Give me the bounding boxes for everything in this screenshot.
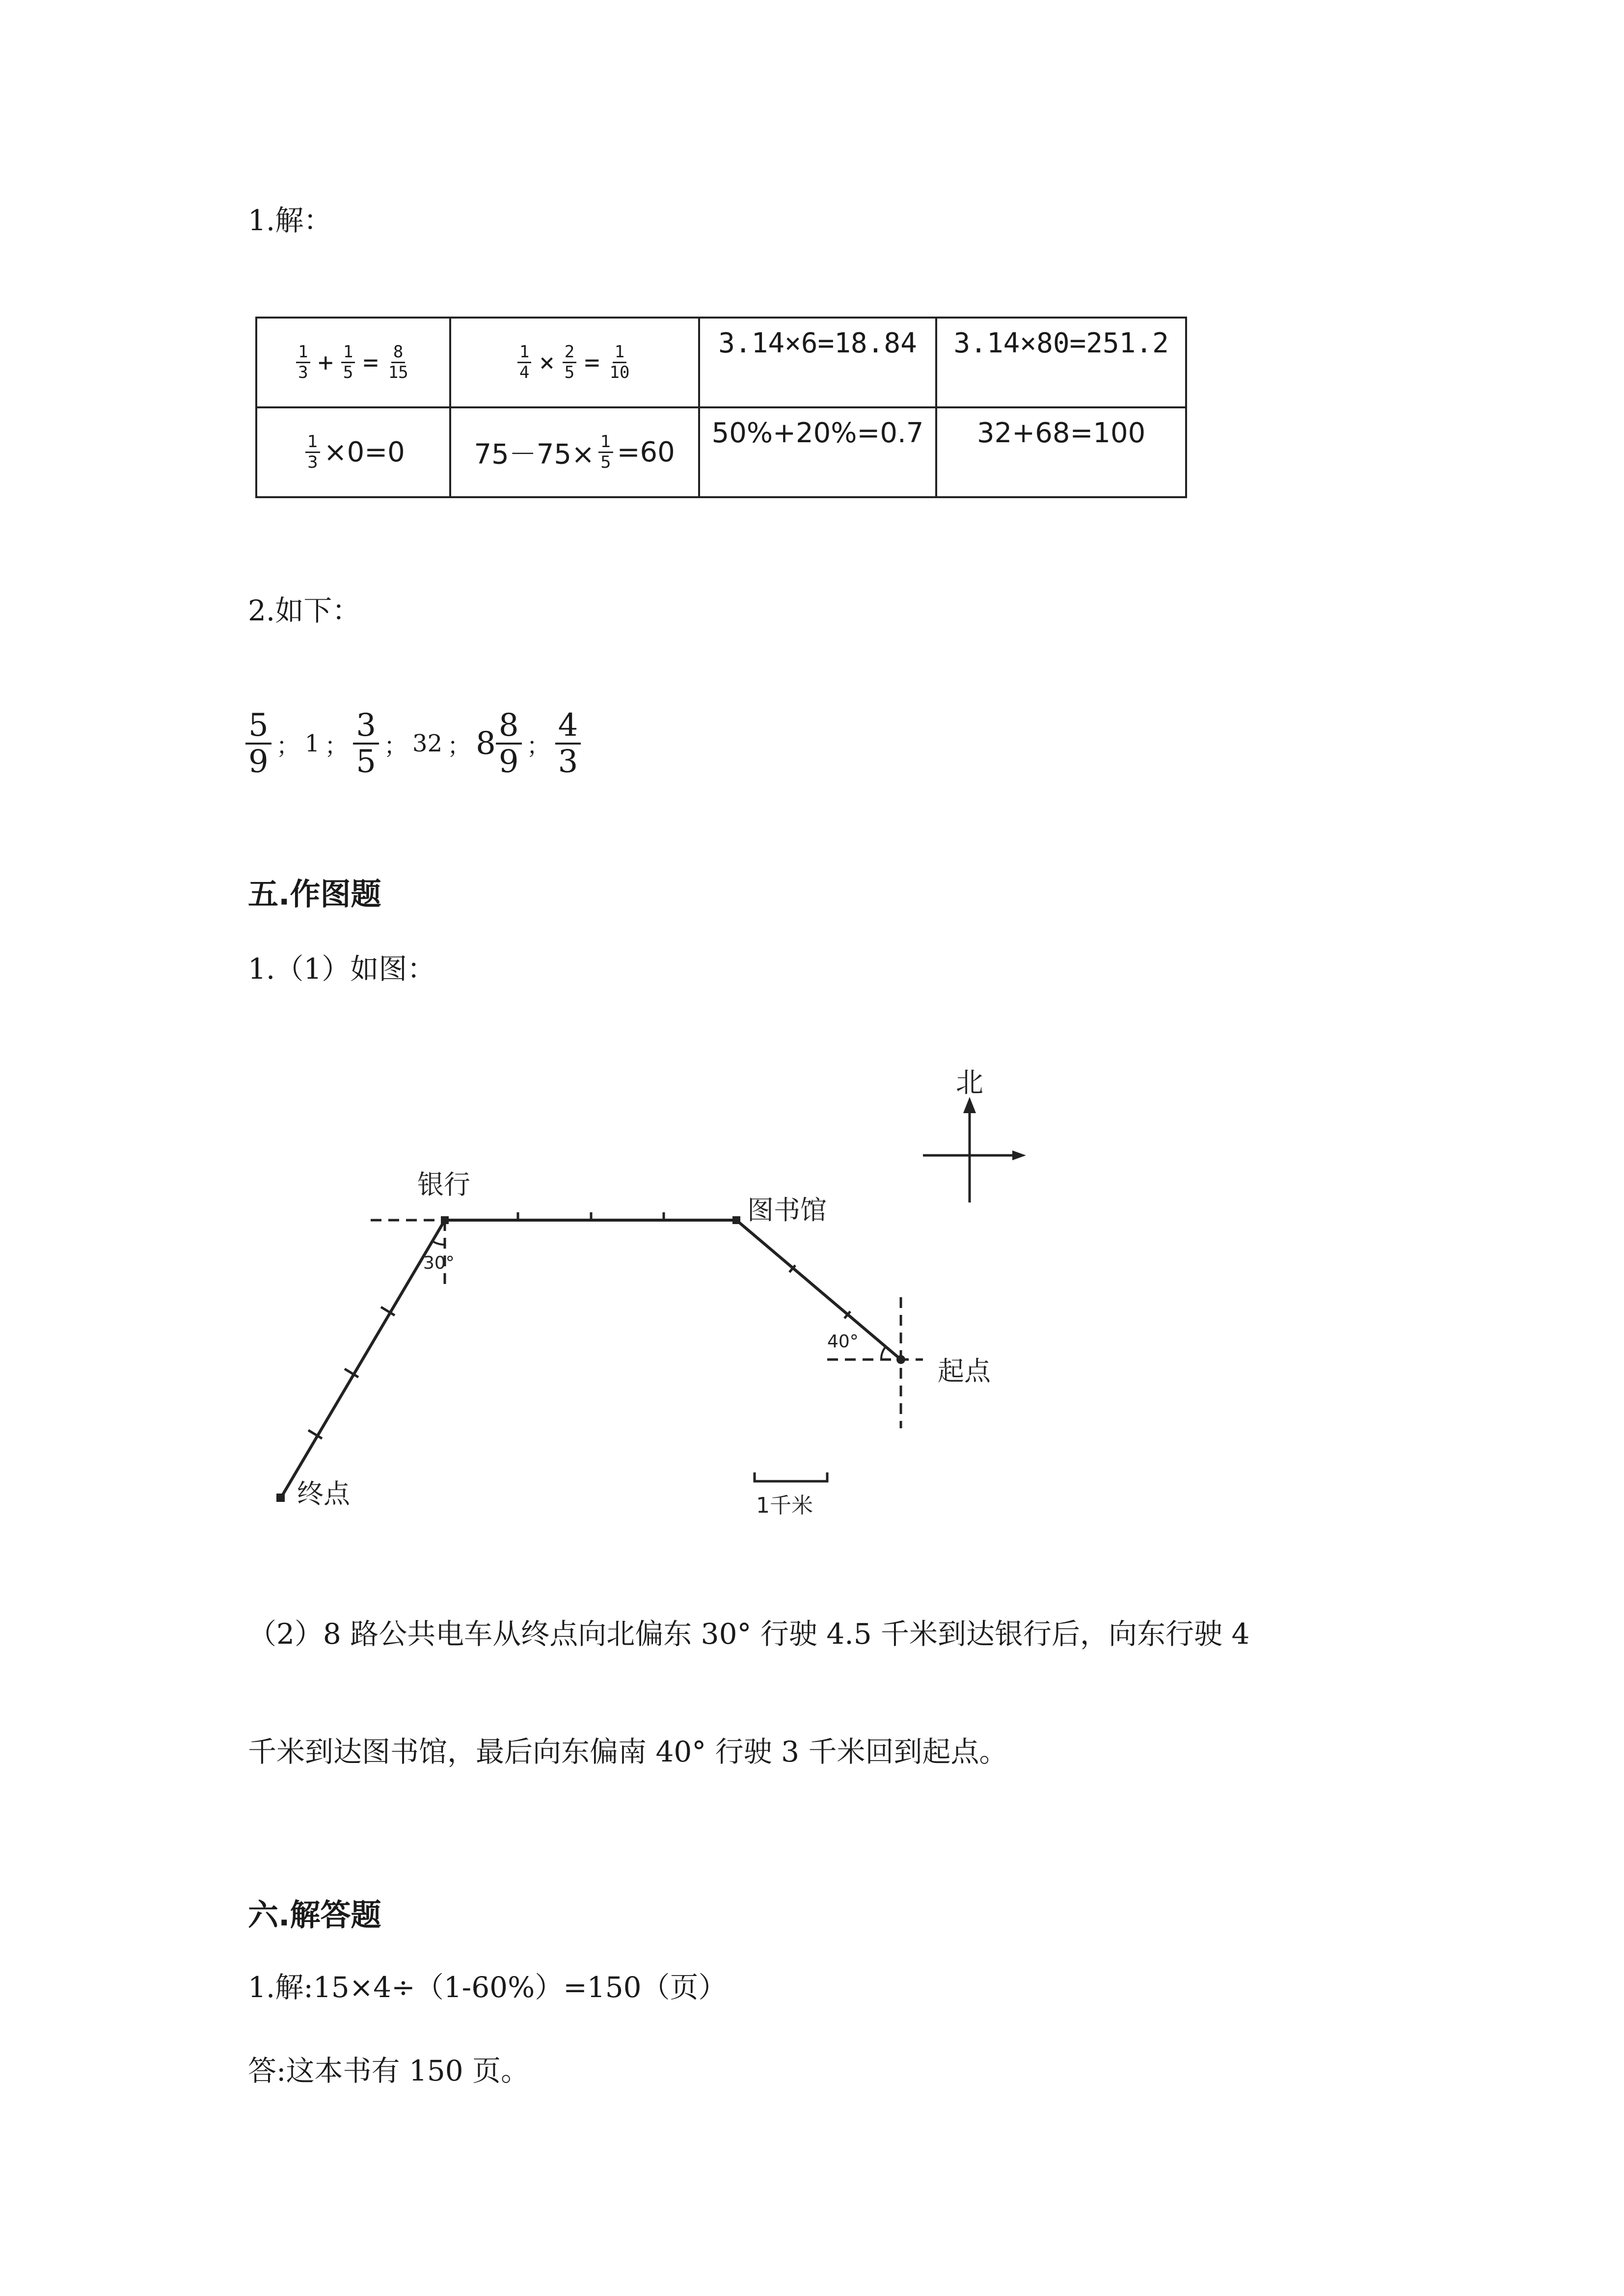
angle-arc-40: [881, 1347, 886, 1360]
table-cell: $\frac{1}{3}$ + $\frac{1}{5}$ = $\frac{8}{15}$: [256, 318, 450, 407]
table-cell: 50%+20%=0.7: [699, 407, 937, 497]
table-cell: 3.14×80=251.2: [936, 318, 1186, 407]
fraction: $\frac{5}{9}$: [245, 708, 271, 779]
bank-label: 银行: [417, 1169, 470, 1200]
table-cell: $\frac{1}{4}$ × $\frac{2}{5}$ = $\frac{1}{10}$: [450, 318, 699, 407]
question-6-1-solution: 1.解:15×4÷（1-60%）=150（页）: [248, 1971, 727, 2004]
angle-arc-30: [433, 1241, 445, 1245]
fraction: $\frac{1}{3}$: [305, 432, 320, 472]
north-label: 北: [956, 1067, 983, 1099]
library-marker: [732, 1216, 740, 1224]
fraction: $\frac{3}{5}$: [353, 708, 379, 779]
route-library-to-start: [736, 1220, 901, 1360]
fraction: $\frac{1}{5}$: [598, 432, 613, 472]
heading-drawing-questions: 五.作图题: [248, 876, 381, 912]
fraction: $\frac{4}{3}$: [555, 708, 581, 779]
compass-east-arrow-icon: [1012, 1150, 1026, 1160]
fraction: $\frac{1}{3}$: [296, 343, 310, 382]
bank-marker: [441, 1216, 449, 1224]
question-5-2-line-1: （2）8 路公共电车从终点向北偏东 30° 行驶 4.5 千米到达银行后，向东行驶 4: [248, 1617, 1250, 1651]
question-5-1-label: 1.（1）如图：: [248, 952, 436, 986]
angle-label-30: 30°: [423, 1253, 455, 1273]
angle-label-40: 40°: [827, 1332, 859, 1352]
start-label: 起点: [938, 1356, 991, 1387]
question-6-1-answer: 答:这本书有 150 页。: [248, 2054, 530, 2087]
table-cell: 3.14×6=18.84: [699, 318, 937, 407]
question-5-2-line-2: 千米到达图书馆，最后向东偏南 40° 行驶 3 千米回到起点。: [248, 1735, 1008, 1768]
table-cell: 75－75× $\frac{1}{5}$ =60: [450, 407, 699, 497]
table-cell: $\frac{1}{3}$ ×0=0: [256, 407, 450, 497]
route-end-to-bank: [281, 1220, 445, 1498]
fraction: $\frac{1}{5}$: [341, 343, 355, 382]
compass-arrow-icon: [963, 1097, 976, 1113]
section-1-label: 1.解：: [248, 204, 332, 237]
library-label: 图书馆: [747, 1195, 827, 1226]
fraction: $\frac{2}{5}$: [563, 343, 576, 382]
end-label: 终点: [297, 1478, 350, 1509]
fraction: $\frac{1}{10}$: [609, 342, 630, 382]
fraction: $\frac{1}{4}$: [517, 343, 531, 382]
scale-label: 1千米: [756, 1493, 813, 1518]
section-2-label: 2.如下：: [248, 594, 361, 627]
heading-solution-questions: 六.解答题: [248, 1897, 381, 1933]
scale-bar: [755, 1472, 827, 1481]
table-cell: 32+68=100: [936, 407, 1186, 497]
end-marker: [276, 1494, 285, 1502]
fraction: $\frac{8}{15}$: [388, 342, 408, 382]
answer-list: $\frac{5}{9}$ ； 1 ； $\frac{3}{5}$ ； 32 ； 8 $\frac{8}{9}$ ； $\frac{4}{3}$: [245, 702, 581, 785]
fraction: $\frac{8}{9}$: [496, 708, 522, 779]
start-marker: [896, 1355, 905, 1364]
